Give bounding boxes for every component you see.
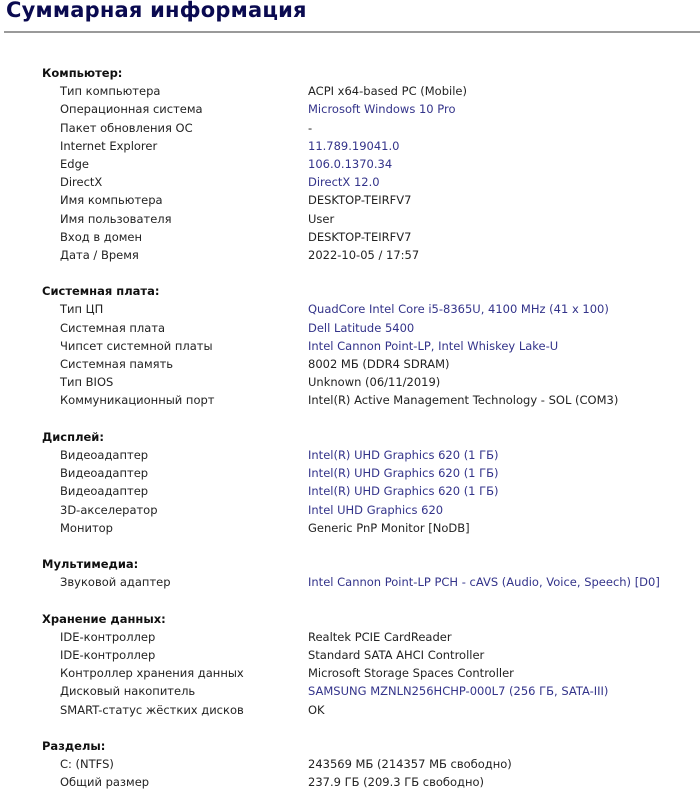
row-label: Операционная система (60, 102, 203, 117)
info-row (0, 137, 700, 155)
row-label: Пакет обновления ОС (60, 120, 193, 135)
section-header: Разделы: (42, 738, 106, 753)
row-label: Тип ЦП (60, 302, 104, 317)
info-row (0, 373, 700, 391)
info-row (0, 701, 700, 719)
row-label: Дисковый накопитель (60, 684, 196, 699)
row-label: Видеоадаптер (60, 484, 149, 499)
info-row (0, 119, 700, 137)
section-5 (0, 737, 700, 792)
section-header: Хранение данных: (42, 611, 166, 626)
title-divider (4, 31, 700, 33)
row-value: - (308, 120, 313, 135)
row-label: Тип BIOS (60, 375, 114, 390)
info-row (0, 82, 700, 100)
row-value-link[interactable]: SAMSUNG MZNLN256HCHP-000L7 (256 ГБ, SATA-III) (308, 684, 609, 699)
info-row (0, 573, 700, 591)
row-value-link[interactable]: Intel Cannon Point-LP, Intel Whiskey Lake-U (308, 338, 559, 353)
section-4 (0, 610, 700, 719)
info-row (0, 682, 700, 700)
row-value-link[interactable]: Intel UHD Graphics 620 (308, 502, 444, 517)
info-row (0, 773, 700, 791)
info-row (0, 155, 700, 173)
row-label: Звуковой адаптер (60, 575, 171, 590)
info-row (0, 319, 700, 337)
row-value-link[interactable]: QuadCore Intel Core i5-8365U, 4100 MHz (41 x 100) (308, 302, 609, 317)
section-0 (0, 64, 700, 264)
row-value-link[interactable]: Microsoft Windows 10 Pro (308, 102, 456, 117)
info-row (0, 191, 700, 209)
row-label: DirectX (60, 175, 103, 190)
row-value-link[interactable]: 106.0.1370.34 (308, 156, 393, 171)
row-label: 3D-акселератор (60, 502, 158, 517)
row-value: 237.9 ГБ (209.3 ГБ свободно) (308, 775, 485, 790)
row-value: 8002 МБ (DDR4 SDRAM) (308, 357, 450, 371)
row-label: IDE-контроллер (60, 629, 156, 644)
row-label: Видеоадаптер (60, 466, 149, 481)
summary-content (0, 64, 700, 810)
row-label: Видеоадаптер (60, 447, 149, 462)
row-value: DESKTOP-TEIRFV7 (308, 193, 412, 208)
row-value-link[interactable]: Dell Latitude 5400 (308, 320, 415, 335)
row-value: DESKTOP-TEIRFV7 (308, 229, 412, 244)
info-row (0, 664, 700, 682)
row-value: Standard SATA AHCI Controller (308, 648, 485, 662)
section-1 (0, 282, 700, 409)
row-label: Internet Explorer (60, 138, 158, 153)
row-value-link[interactable]: Intel(R) UHD Graphics 620 (1 ГБ) (308, 484, 499, 499)
row-value: Unknown (06/11/2019) (308, 375, 441, 390)
section-3 (0, 555, 700, 591)
section-2 (0, 428, 700, 537)
row-value: ACPI x64-based PC (Mobile) (308, 84, 467, 99)
row-label: Имя компьютера (60, 193, 163, 208)
section-header: Дисплей: (42, 429, 104, 444)
row-label: Чипсет системной платы (60, 338, 213, 353)
row-label: Edge (60, 156, 89, 171)
section-header: Системная плата: (42, 284, 160, 299)
info-row (0, 464, 700, 482)
row-label: Вход в домен (60, 229, 143, 244)
row-label: C: (NTFS) (60, 757, 114, 772)
info-row (0, 446, 700, 464)
info-row (0, 646, 700, 664)
info-row (0, 210, 700, 228)
row-value: OK (308, 702, 325, 717)
row-label: IDE-контроллер (60, 648, 156, 662)
row-value: Generic PnP Monitor [NoDB] (308, 520, 470, 535)
section-header: Мультимедиа: (42, 557, 139, 572)
info-row (0, 482, 700, 500)
row-value: Realtek PCIE CardReader (308, 629, 452, 644)
row-value-link[interactable]: Intel Cannon Point-LP PCH - cAVS (Audio, Voice, Speech) [D0] (308, 575, 660, 590)
row-label: Дата / Время (60, 247, 139, 262)
row-value: Microsoft Storage Spaces Controller (308, 666, 514, 681)
row-label: Коммуникационный порт (60, 393, 215, 408)
info-row (0, 628, 700, 646)
info-row (0, 246, 700, 264)
row-value-link[interactable]: Intel(R) UHD Graphics 620 (1 ГБ) (308, 466, 499, 481)
info-row (0, 337, 700, 355)
row-value-link[interactable]: 11.789.19041.0 (308, 138, 400, 153)
page-title: Суммарная информация (6, 0, 307, 22)
row-label: Тип компьютера (60, 84, 161, 99)
row-label: Имя пользователя (60, 211, 172, 226)
row-value: Intel(R) Active Management Technology - SOL (COM3) (308, 393, 619, 408)
info-row (0, 519, 700, 537)
row-label: Контроллер хранения данных (60, 666, 244, 681)
info-row (0, 755, 700, 773)
row-label: Системная память (60, 357, 174, 371)
row-label: Монитор (60, 520, 113, 535)
info-row (0, 228, 700, 246)
row-value-link[interactable]: Intel(R) UHD Graphics 620 (1 ГБ) (308, 447, 499, 462)
info-row (0, 391, 700, 409)
info-row (0, 300, 700, 318)
info-row (0, 173, 700, 191)
row-label: Общий размер (60, 775, 150, 790)
section-header: Компьютер: (42, 66, 123, 80)
row-value: 243569 МБ (214357 МБ свободно) (308, 757, 512, 772)
row-label: SMART-статус жёстких дисков (60, 702, 244, 717)
row-value: 2022-10-05 / 17:57 (308, 247, 420, 262)
info-row (0, 355, 700, 373)
row-value: User (308, 211, 335, 226)
info-row (0, 100, 700, 118)
row-label: Системная плата (60, 320, 166, 335)
row-value-link[interactable]: DirectX 12.0 (308, 175, 380, 190)
info-row (0, 501, 700, 519)
